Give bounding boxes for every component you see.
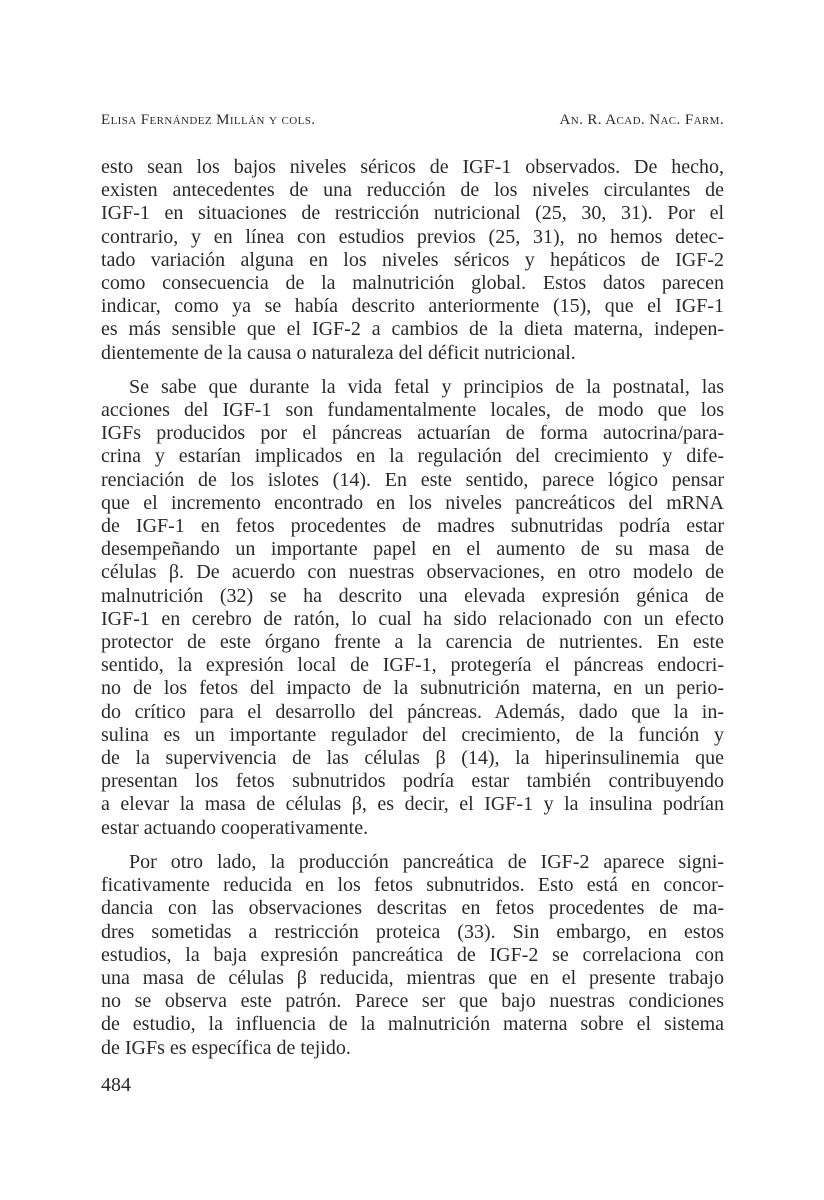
paragraph (101, 156, 724, 365)
text-line: células β. De acuerdo con nuestras observaciones, en otro modelo de (101, 561, 724, 584)
text-line: de estudio, la influencia de la malnutrición materna sobre el sistema (101, 1013, 724, 1036)
running-head-authors: Elisa Fernández Millán y cols. (101, 112, 316, 128)
text-line: no de los fetos del impacto de la subnutrición materna, en un perio- (101, 677, 724, 700)
text-line: presentan los fetos subnutridos podría estar también contribuyendo (101, 770, 724, 793)
text-line: renciación de los islotes (14). En este sentido, parece lógico pensar (101, 468, 724, 491)
text-line: desempeñando un importante papel en el aumento de su masa de (101, 538, 724, 561)
text-line: a elevar la masa de células β, es decir, el IGF-1 y la insulina podrían (101, 793, 724, 816)
text-line: IGF-1 en cerebro de ratón, lo cual ha sido relacionado con un efecto (101, 607, 724, 630)
text-line: que el incremento encontrado en los niveles pancreáticos del mRNA (101, 491, 724, 514)
text-line: sulina es un importante regulador del crecimiento, de la función y (101, 723, 724, 746)
text-line: IGFs producidos por el páncreas actuarían de forma autocrina/para- (101, 422, 724, 445)
page-number: 484 (101, 1074, 131, 1096)
text-line: estudios, la baja expresión pancreática de IGF-2 se correlaciona con (101, 943, 724, 966)
text-line: dres sometidas a restricción proteica (33). Sin embargo, en estos (101, 920, 724, 943)
text-line: IGF-1 en situaciones de restricción nutricional (25, 30, 31). Por el (101, 202, 724, 225)
text-line: existen antecedentes de una reducción de los niveles circulantes de (101, 179, 724, 202)
text-line: ficativamente reducida en los fetos subnutridos. Esto está en concor- (101, 874, 724, 897)
text-line: es más sensible que el IGF-2 a cambios de la dieta materna, indepen- (101, 318, 724, 341)
text-line: dancia con las observaciones descritas en fetos procedentes de ma- (101, 897, 724, 920)
text-line: esto sean los bajos niveles séricos de IGF-1 observados. De hecho, (101, 156, 724, 178)
text-line: como consecuencia de la malnutrición global. Estos datos parecen (101, 272, 724, 295)
text-line: malnutrición (32) se ha descrito una elevada expresión génica de (101, 584, 724, 607)
text-line: crina y estarían implicados en la regulación del crecimiento y dife- (101, 445, 724, 468)
text-line: no se observa este patrón. Parece ser que bajo nuestras condiciones (101, 990, 724, 1013)
paragraph (101, 851, 724, 1060)
text-line: contrario, y en línea con estudios previos (25, 31), no hemos detec- (101, 225, 724, 248)
running-head (101, 112, 724, 136)
text-line: tado variación alguna en los niveles séricos y hepáticos de IGF-2 (101, 248, 724, 271)
text-line: de IGF-1 en fetos procedentes de madres subnutridas podría estar (101, 515, 724, 538)
text-line: sentido, la expresión local de IGF-1, protegería el páncreas endocri- (101, 654, 724, 677)
running-head-journal: An. R. Acad. Nac. Farm. (559, 112, 724, 128)
text-line: estar actuando cooperativamente. (101, 816, 369, 839)
text-line: de IGFs es específica de tejido. (101, 1036, 351, 1059)
body-text (101, 156, 724, 1060)
text-line: protector de este órgano frente a la carencia de nutrientes. En este (101, 631, 724, 654)
text-line: Por otro lado, la producción pancreática de IGF-2 aparece signi- (129, 850, 724, 873)
text-line: una masa de células β reducida, mientras que en el presente trabajo (101, 966, 724, 989)
text-line: do crítico para el desarrollo del páncreas. Además, dado que la in- (101, 700, 724, 723)
text-line: indicar, como ya se había descrito anteriormente (15), que el IGF-1 (101, 295, 724, 318)
text-line: dientemente de la causa o naturaleza del déficit nutricional. (101, 341, 576, 364)
paragraph (101, 376, 724, 840)
text-line: de la supervivencia de las células β (14), la hiperinsulinemia que (101, 747, 724, 770)
text-line: Se sabe que durante la vida fetal y principios de la postnatal, las (129, 375, 724, 398)
text-line: acciones del IGF-1 son fundamentalmente locales, de modo que los (101, 399, 724, 422)
